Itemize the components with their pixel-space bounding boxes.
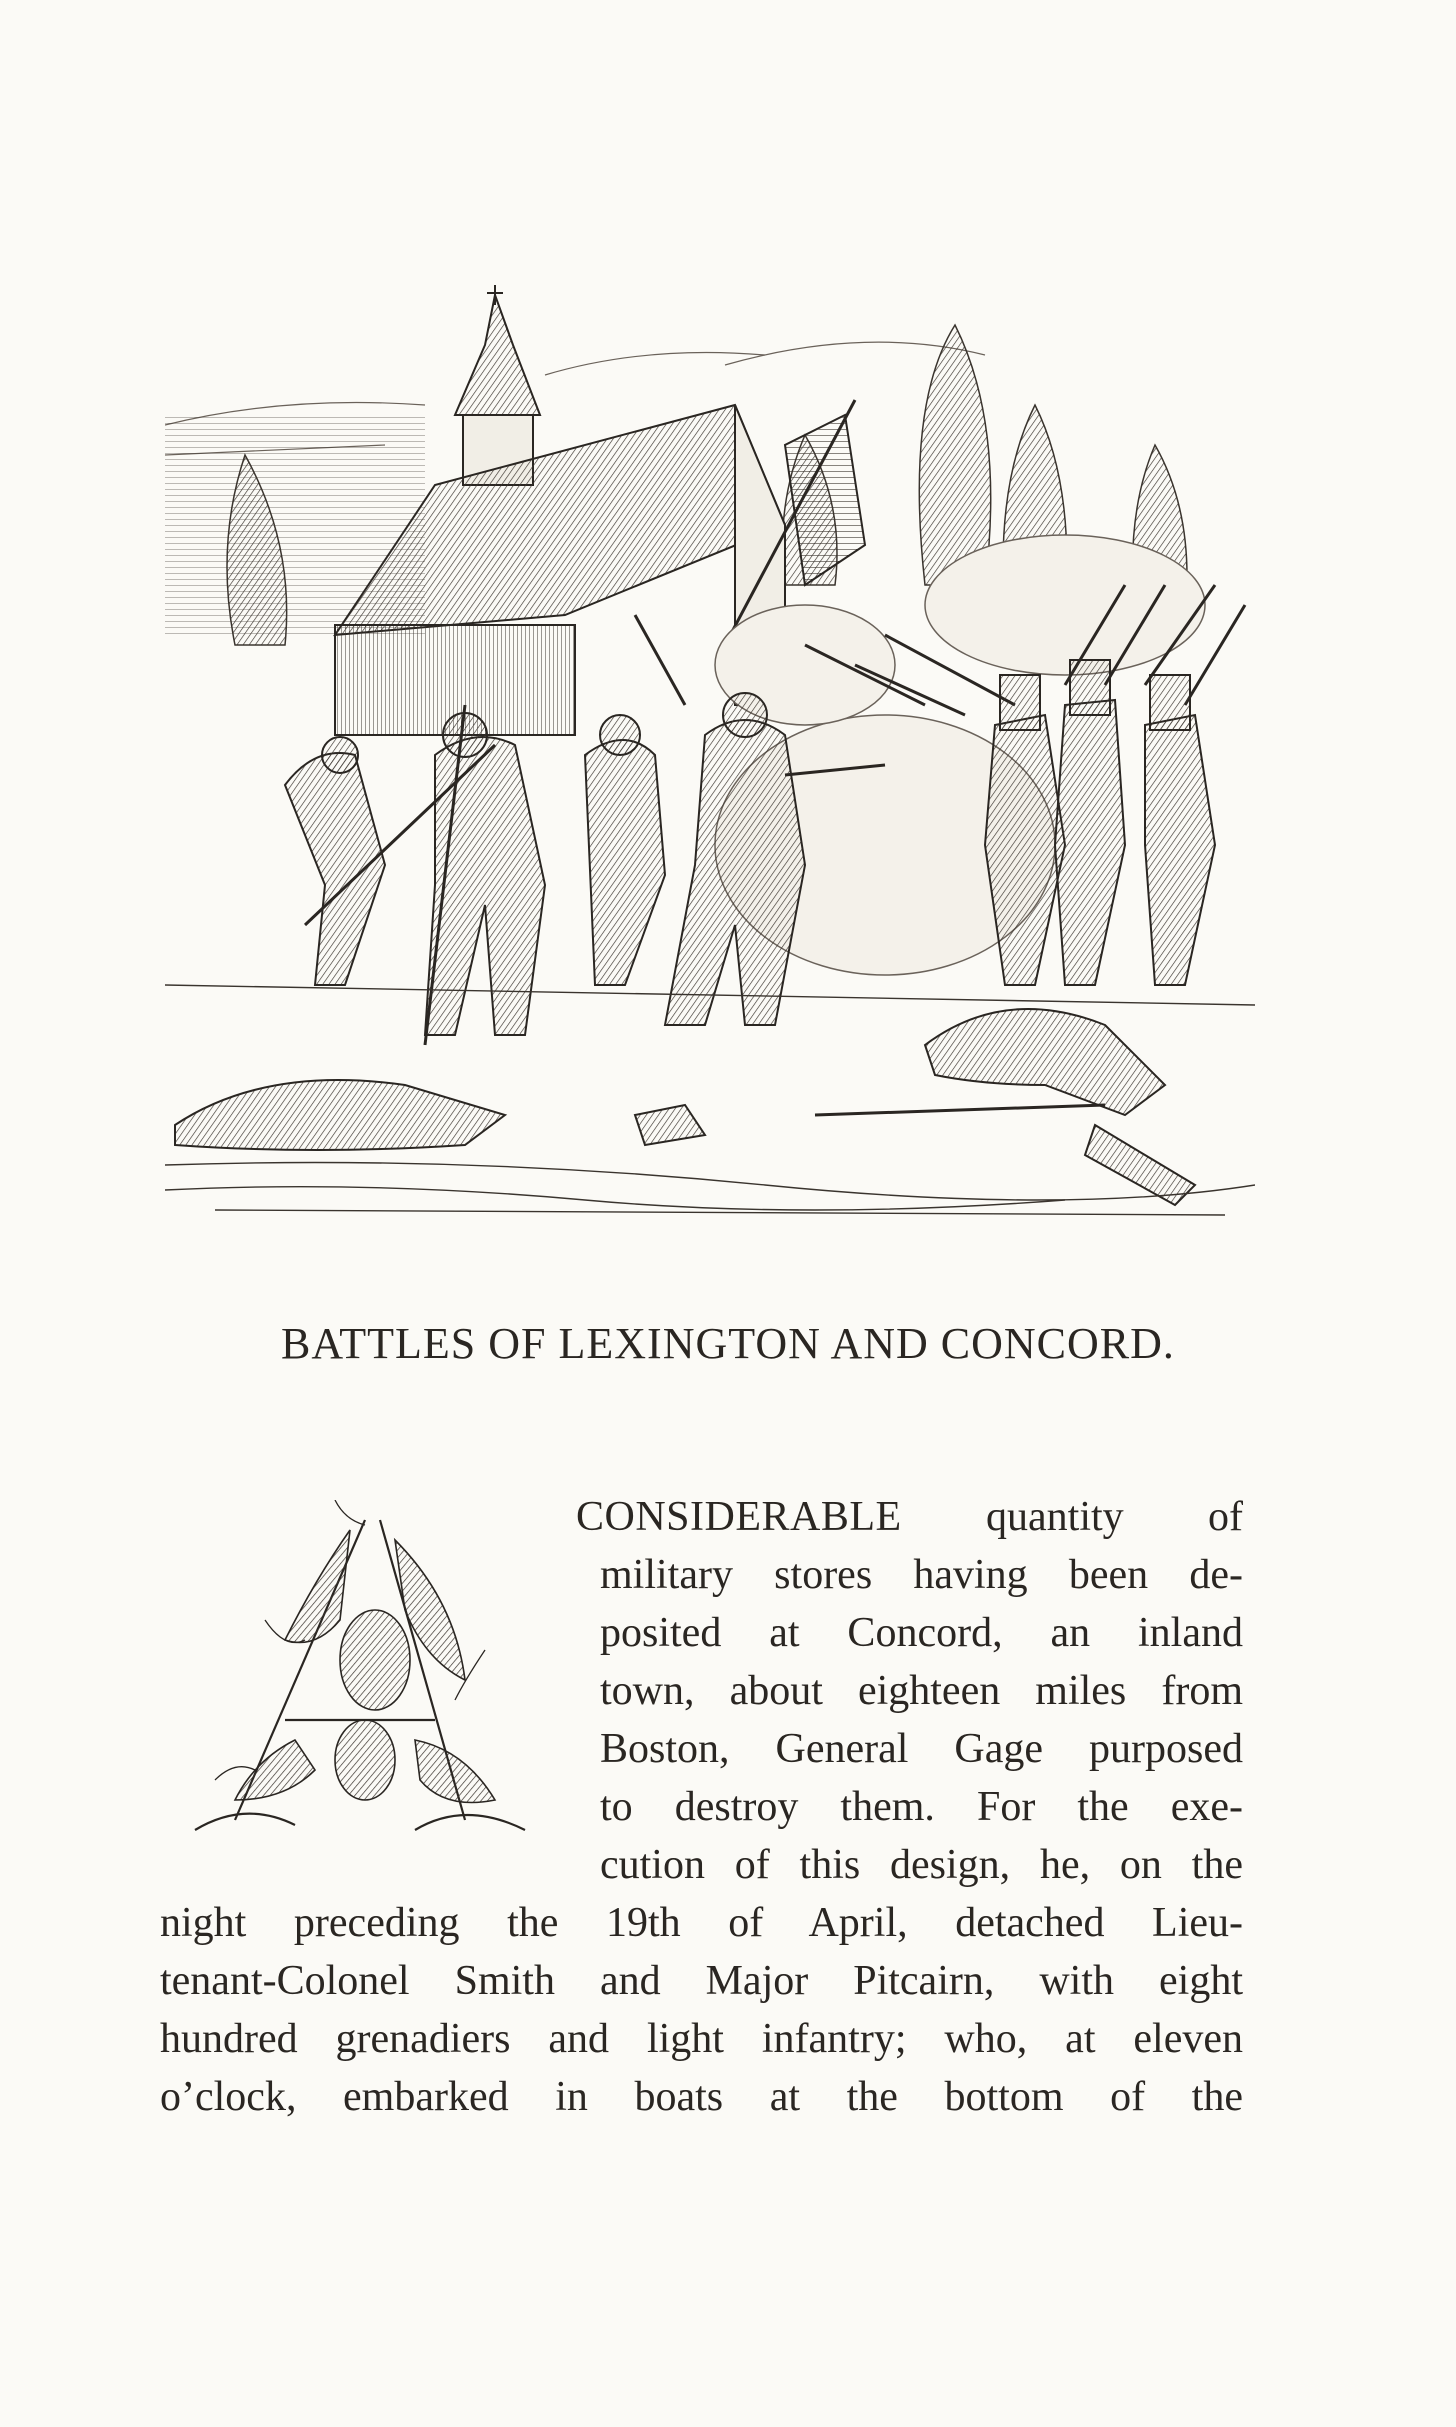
lead-word: CONSIDERABLE [576, 1494, 902, 1540]
battle-engraving [165, 285, 1255, 1220]
body-line-2: military stores having been de- [600, 1552, 1243, 1598]
body-line-11: o’clock, embarked in boats at the bottom of the [160, 2074, 1243, 2120]
body-line-1 [576, 1488, 1243, 1546]
body-line-5: Boston, General Gage purposed [600, 1726, 1243, 1772]
body-line-8: night preceding the 19th of April, detached Lieu- [160, 1900, 1243, 1946]
body-line-6: to destroy them. For the exe- [600, 1784, 1243, 1830]
body-line-3: posited at Concord, an inland [600, 1610, 1243, 1656]
page-title: BATTLES OF LEXINGTON AND CONCORD. [281, 1319, 1175, 1368]
body-line-10: hundred grenadiers and light infantry; who, at eleven [160, 2016, 1243, 2062]
body-line-1-rest: quantity of [901, 1494, 1243, 1540]
decorated-initial-a [165, 1500, 565, 1860]
body-line-9: tenant-Colonel Smith and Major Pitcairn, with eight [160, 1958, 1243, 2004]
body-line-7: cution of this design, he, on the [600, 1842, 1243, 1888]
body-line-4: town, about eighteen miles from [600, 1668, 1243, 1714]
